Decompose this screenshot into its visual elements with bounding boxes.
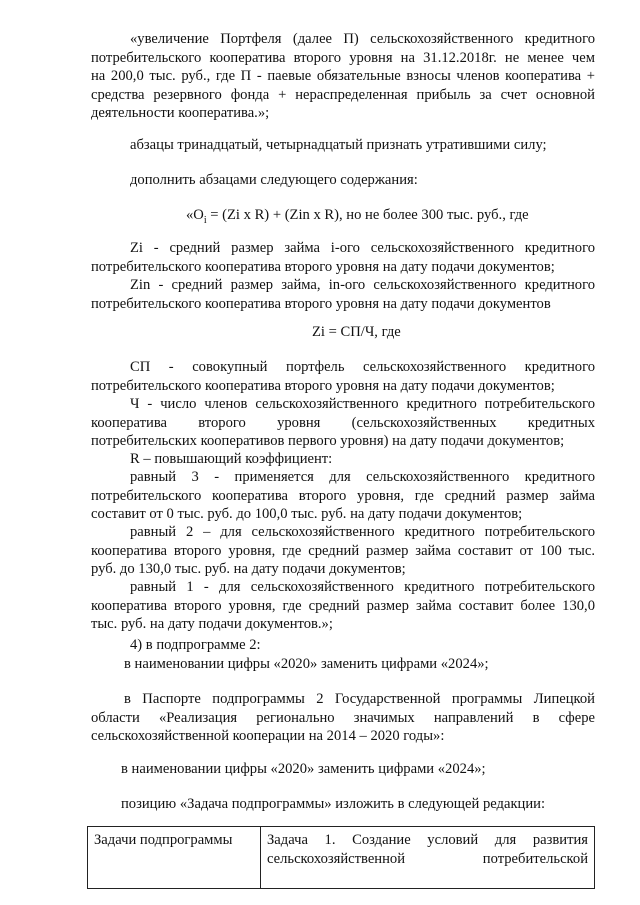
text-line: равный 1 - для сельскохозяйственного кредитного потребительского — [130, 579, 595, 595]
paragraph-supplement: дополнить абзацами следующего содержания: — [130, 172, 418, 188]
text-line: кооператива второго уровня, где средний размер займа составит более 130,0 — [91, 597, 595, 614]
text-line: Задача 1. Создание условий для развития — [267, 832, 588, 848]
text-line: кооператива второго уровня (сельскохозяйственных кредитных — [91, 414, 595, 431]
text-line: равный 3 - применяется для сельскохозяйственного кредитного — [130, 469, 595, 485]
definition-r: R – повышающий коэффициент: — [130, 451, 333, 467]
text-line: потребительского кооператива второго уровня на дату подачи документов; — [91, 258, 555, 275]
text-line: деятельности кооператива.»; — [91, 105, 270, 121]
formula-zi: Zi = СП/Ч, где — [312, 324, 401, 340]
definition-sp — [91, 358, 595, 395]
text-line: Zin - средний размер займа, in-ого сельскохозяйственного кредитного — [130, 277, 595, 293]
text-line: составит от 0 тыс. руб. до 100,0 тыс. руб. на дату подачи документов; — [91, 506, 523, 522]
coefficient-1 — [91, 578, 595, 634]
table-value-cell — [261, 827, 595, 889]
paragraph-portfolio — [91, 30, 595, 123]
text-line: «увеличение Портфеля (далее П) сельскохозяйственного кредитного — [130, 31, 595, 47]
text-line: кооператива второго уровня, где средний размер займа составит от 100 тыс. — [91, 542, 595, 559]
text-line: руб. до 130,0 тыс. руб. на дату подачи документов; — [91, 561, 406, 577]
text-line: потребительского кооператива второго уровня на дату подачи документов — [91, 295, 551, 312]
formula-oi: «$O_i = (Zi$ x R) + (Zin x R), но не более 300 тыс. руб., где — [186, 207, 529, 226]
paragraph-invalidate: абзацы тринадцатый, четырнадцатый признать утратившими силу; — [130, 137, 547, 153]
text-line: в Паспорте подпрограммы 2 Государственной программы Липецкой — [124, 691, 595, 707]
text-line: средства резервного фонда + нераспределенная прибыль за счет основной — [91, 86, 595, 103]
definition-zi — [91, 239, 595, 276]
paragraph-position: позицию «Задача подпрограммы» изложить в следующей редакции: — [121, 796, 546, 812]
text-line: потребительских кооперативов первого уровня) на дату подачи документов; — [91, 433, 565, 449]
text-line: потребительского кооператива второго уровня на дату подачи документов; — [91, 377, 555, 394]
definition-ch — [91, 395, 595, 451]
coefficient-3 — [91, 468, 595, 524]
text-line: Ч - число членов сельскохозяйственного кредитного потребительского — [130, 396, 595, 412]
definition-zin — [91, 276, 595, 313]
text-line: потребительского кооператива второго уровня на 31.12.2018г. не менее чем — [91, 49, 595, 66]
paragraph-replace: в наименовании цифры «2020» заменить цифрами «2024»; — [121, 761, 486, 777]
text-line: на 200,0 тыс. руб., где П - паевые обязательные взносы членов кооператива + — [91, 68, 595, 84]
table-label-cell: Задачи подпрограммы — [88, 827, 261, 889]
text-line: Zi - средний размер займа i-ого сельскохозяйственного кредитного — [130, 240, 595, 256]
tasks-table — [87, 826, 595, 889]
text-line: потребительского кооператива второго уровня, где средний размер займа — [91, 487, 595, 504]
text-line: тыс. руб. на дату подачи документов.»; — [91, 616, 333, 632]
text-line: области «Реализация регионально значимых направлений в сфере — [91, 709, 595, 726]
text-line: сельскохозяйственной потребительской — [267, 850, 588, 867]
coefficient-2 — [91, 523, 595, 579]
item-4-heading: 4) в подпрограмме 2: — [130, 637, 261, 653]
text-line: СП - совокупный портфель сельскохозяйственного кредитного — [130, 359, 595, 375]
paragraph-passport — [91, 690, 595, 746]
item-4-name-change: в наименовании цифры «2020» заменить цифрами «2024»; — [124, 656, 489, 672]
text-line: сельскохозяйственной кооперации на 2014 – 2020 годы»: — [91, 728, 445, 744]
table-row — [88, 827, 595, 889]
text-line: равный 2 – для сельскохозяйственного кредитного потребительского — [130, 524, 595, 540]
